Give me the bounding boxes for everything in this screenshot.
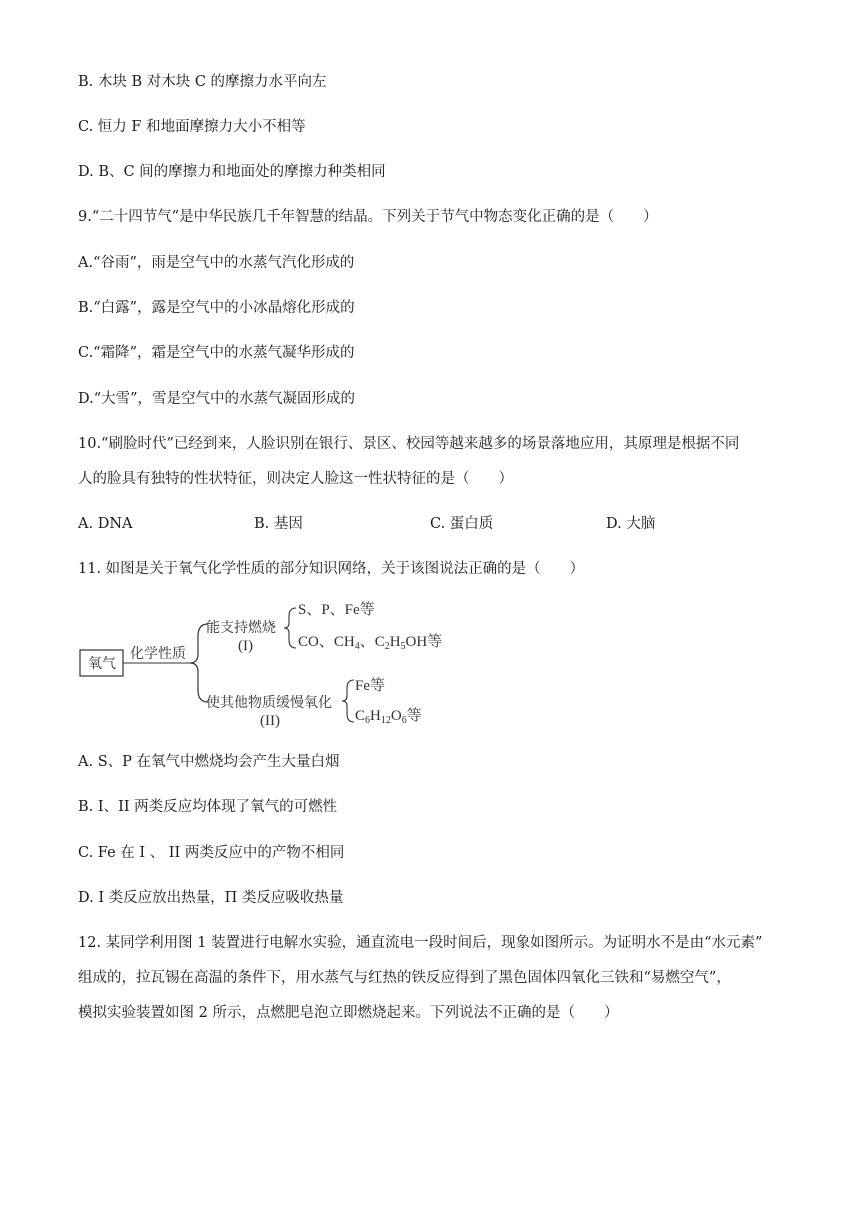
- q12-stem-line2: 组成的，拉瓦锡在高温的条件下，用水蒸气与红热的铁反应得到了黑色固体四氧化三铁和“易燃空气”，: [78, 970, 731, 986]
- q11-option-d: D. I 类反应放出热量，Π 类反应吸收热量: [78, 890, 344, 906]
- q9-option-c: C.“霜降”，霜是空气中的水蒸气凝华形成的: [78, 345, 355, 361]
- upper-item-2: CO、$CH_4$、$C_2H_5OH$等: [298, 634, 443, 652]
- q11-option-b: B. I、II 两类反应均体现了氧气的可燃性: [78, 799, 338, 815]
- upper-branch-tag: (I): [238, 638, 253, 654]
- q9-stem: 9.“二十四节气”是中华民族几千年智慧的结晶。下列关于节气中物态变化正确的是（ ）: [78, 209, 658, 225]
- upper-item-1: S、P、Fe等: [298, 602, 375, 618]
- lower-item-1: Fe等: [355, 678, 386, 694]
- q8-option-c: C. 恒力 F 和地面摩擦力大小不相等: [78, 119, 306, 135]
- q8-option-d: D. B、C 间的摩擦力和地面处的摩擦力种类相同: [78, 164, 386, 180]
- q12-stem-line1: 12. 某同学利用图 1 装置进行电解水实验，通直流电一段时间后，现象如图所示。为证明水不是由“水元素”: [78, 935, 763, 951]
- lower-item-2: $C_6H_{12}O_6$等: [355, 708, 422, 726]
- q11-option-a: A. S、P 在氧气中燃烧均会产生大量白烟: [78, 754, 340, 770]
- upper-brace: [284, 608, 296, 648]
- branch-label: 化学性质: [130, 646, 186, 662]
- q9-option-d: D.“大雪”，雪是空气中的水蒸气凝固形成的: [78, 391, 356, 407]
- q12-stem-line3: 模拟实验装置如图 2 所示，点燃肥皂泡立即燃烧起来。下列说法不正确的是（ ）: [78, 1005, 619, 1021]
- lower-branch-tag: (II): [260, 713, 280, 729]
- q10-option-c: C. 蛋白质: [430, 516, 494, 532]
- q8-option-b: B. 木块 B 对木块 C 的摩擦力水平向左: [78, 74, 327, 90]
- q9-option-a: A.“谷雨”，雨是空气中的水蒸气汽化形成的: [78, 255, 355, 271]
- q10-option-b: B. 基因: [254, 516, 303, 532]
- oxygen-knowledge-network-diagram: [76, 592, 456, 732]
- root-label: 氧气: [88, 656, 116, 672]
- upper-branch-label: 能支持燃烧: [206, 620, 276, 636]
- q11-stem: 11. 如图是关于氧气化学性质的部分知识网络，关于该图说法正确的是（ ）: [78, 561, 585, 577]
- lower-brace: [342, 680, 354, 722]
- q10-option-d: D. 大脑: [606, 516, 656, 532]
- lower-branch-label: 使其他物质缓慢氧化: [206, 695, 332, 711]
- q10-stem-line2: 人的脸具有独特的性状特征，则决定人脸这一性状特征的是（ ）: [78, 471, 513, 487]
- q11-option-c: C. Fe 在 I 、 II 两类反应中的产物不相同: [78, 845, 345, 861]
- q9-option-b: B.“白露”，露是空气中的小冰晶熔化形成的: [78, 300, 355, 316]
- q10-stem-line1: 10.“刷脸时代”已经到来，人脸识别在银行、景区、校园等越来越多的场景落地应用，其原理是根据不同: [78, 436, 740, 452]
- q10-option-a: A. DNA: [78, 516, 133, 532]
